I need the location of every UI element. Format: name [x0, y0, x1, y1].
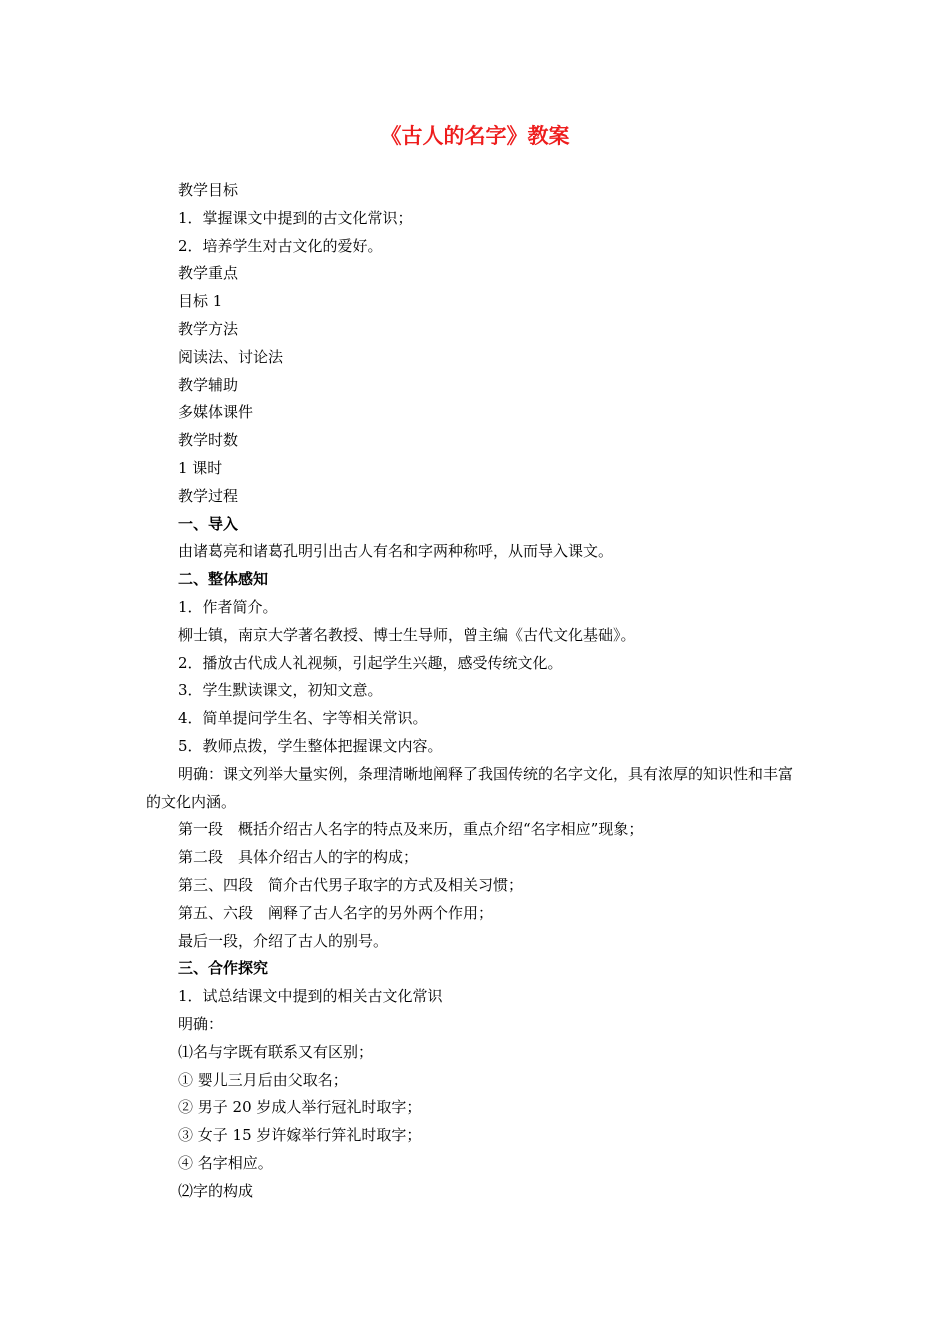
paragraph: 1 课时	[178, 458, 223, 477]
document-title: 《古人的名字》教案	[380, 124, 570, 148]
paragraph: 最后一段，介绍了古人的别号。	[178, 931, 389, 950]
paragraph: 多媒体课件	[178, 403, 254, 422]
section-heading: 二、整体感知	[178, 570, 269, 589]
paragraph: 教学辅助	[178, 375, 239, 394]
paragraph: ④ 名字相应。	[178, 1153, 273, 1172]
paragraph: ⑴名与字既有联系又有区别；	[178, 1042, 374, 1061]
paragraph: 明确：课文列举大量实例，条理清晰地阐释了我国传统的名字文化，具有浓厚的知识性和丰富的文化内涵。	[146, 764, 794, 811]
paragraph: 1．掌握课文中提到的古文化常识；	[178, 208, 413, 227]
paragraph: 1．试总结课文中提到的相关古文化常识	[178, 987, 443, 1006]
paragraph: 1．作者简介。	[178, 597, 278, 616]
section-heading: 三、合作探究	[178, 959, 269, 978]
document-body	[146, 177, 806, 1205]
paragraph: 第三、四段 简介古代男子取字的方式及相关习惯；	[178, 875, 524, 894]
paragraph: 明确：	[178, 1014, 224, 1033]
paragraph: 目标 1	[178, 292, 223, 311]
paragraph: 由诸葛亮和诸葛孔明引出古人有名和字两种称呼，从而导入课文。	[178, 542, 614, 561]
paragraph: 教学目标	[178, 181, 239, 199]
paragraph: 阅读法、讨论法	[178, 347, 284, 366]
paragraph: 2．培养学生对古文化的爱好。	[178, 236, 383, 255]
paragraph: 2．播放古代成人礼视频，引起学生兴趣，感受传统文化。	[178, 653, 563, 672]
paragraph: ① 婴儿三月后由父取名；	[178, 1070, 348, 1089]
paragraph: 4．简单提问学生名、字等相关常识。	[178, 709, 428, 728]
paragraph: 第二段 具体介绍古人的字的构成；	[178, 848, 419, 867]
paragraph: 教学时数	[178, 431, 239, 450]
paragraph: 教学过程	[178, 486, 239, 505]
paragraph: 教学方法	[178, 319, 239, 338]
paragraph: ② 男子 20 岁成人举行冠礼时取字；	[178, 1098, 422, 1117]
paragraph: 柳士镇，南京大学著名教授、博士生导师，曾主编《古代文化基础》。	[178, 625, 636, 644]
paragraph: ⑵字的构成	[178, 1181, 254, 1200]
paragraph: 5．教师点拨，学生整体把握课文内容。	[178, 736, 443, 755]
paragraph: 教学重点	[178, 264, 239, 283]
paragraph: ③ 女子 15 岁许嫁举行笄礼时取字；	[178, 1126, 422, 1145]
paragraph: 第五、六段 阐释了古人名字的另外两个作用；	[178, 903, 494, 922]
paragraph: 3．学生默读课文，初知文意。	[178, 681, 383, 700]
section-heading: 一、导入	[178, 514, 239, 533]
paragraph: 第一段 概括介绍古人名字的特点及来历，重点介绍“名字相应”现象；	[178, 820, 644, 839]
